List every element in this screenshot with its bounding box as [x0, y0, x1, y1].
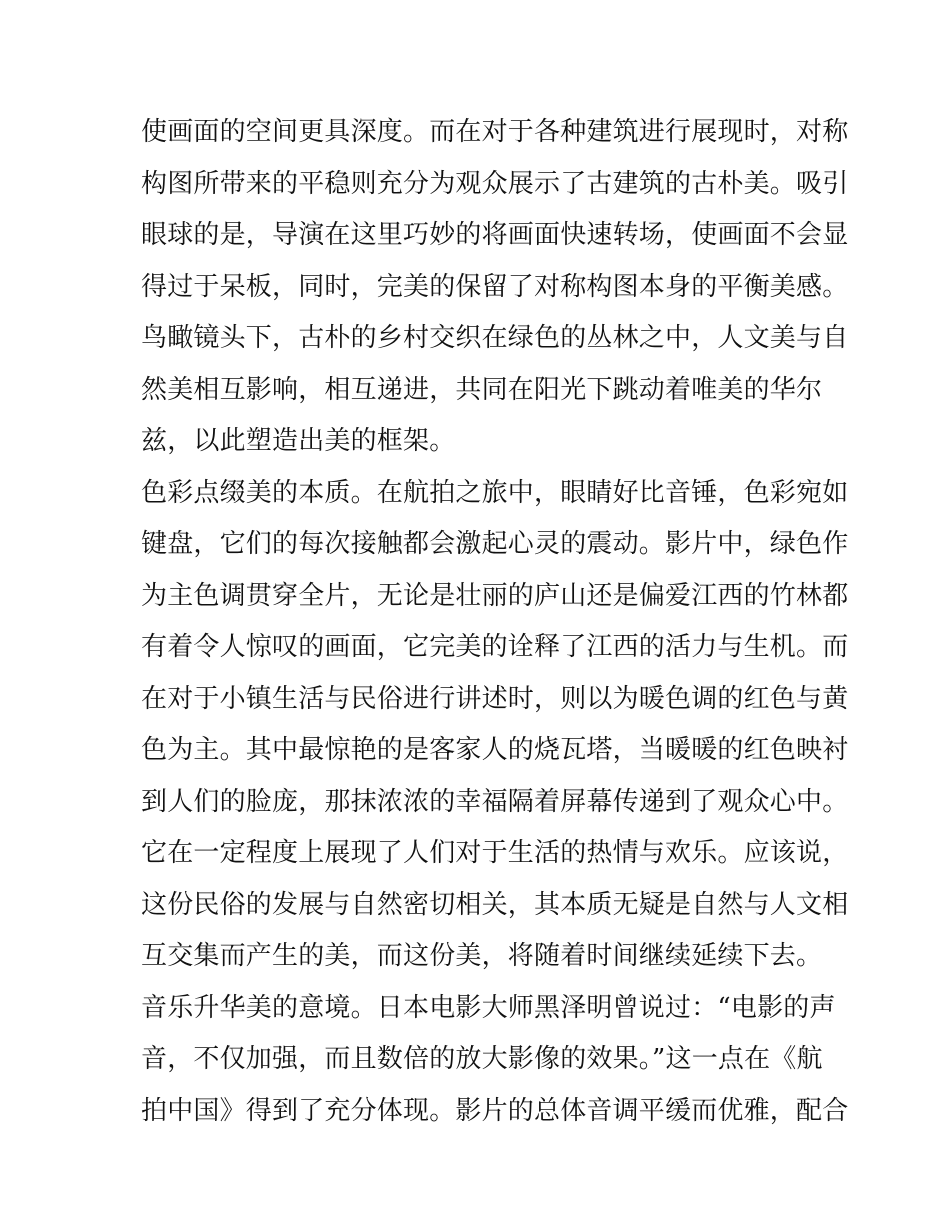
text-line: 音，不仅加强，而且数倍的放大影像的效果。”这一点在《航: [141, 1044, 823, 1074]
text-line: 构图所带来的平稳则充分为观众展示了古建筑的古朴美。吸引: [141, 168, 849, 199]
text-line: 它在一定程度上展现了人们对于生活的热情与欢乐。应该说，: [141, 838, 849, 868]
text-line: 这份民俗的发展与自然密切相关，其本质无疑是自然与人文相: [141, 889, 849, 920]
body-text: [141, 107, 849, 1137]
text-line: 眼球的是，导演在这里巧妙的将画面快速转场，使画面不会显: [141, 220, 849, 250]
text-line: 音乐升华美的意境。日本电影大师黑泽明曾说过：“电影的声: [141, 992, 836, 1023]
text-line: 得过于呆板，同时，完美的保留了对称构图本身的平衡美感。: [141, 271, 849, 302]
text-line: 键盘，它们的每次接触都会激起心灵的震动。影片中，绿色作: [141, 529, 849, 559]
text-line: 兹，以此塑造出美的框架。: [141, 426, 456, 456]
text-line: 在对于小镇生活与民俗进行讲述时，则以为暖色调的红色与黄: [141, 683, 849, 714]
text-line: 到人们的脸庞，那抹浓浓的幸福隔着屏幕传递到了观众心中。: [141, 786, 849, 817]
text-line: 互交集而产生的美，而这份美，将随着时间继续延续下去。: [141, 941, 823, 971]
text-line: 拍中国》得到了充分体现。影片的总体音调平缓而优雅，配合: [141, 1095, 849, 1126]
text-line: 鸟瞰镜头下，古朴的乡村交织在绿色的丛林之中，人文美与自: [141, 323, 849, 353]
text-line: 色彩点缀美的本质。在航拍之旅中，眼睛好比音锤，色彩宛如: [141, 477, 849, 508]
text-line: 有着令人惊叹的画面，它完美的诠释了江西的活力与生机。而: [141, 632, 849, 662]
text-line: 为主色调贯穿全片，无论是壮丽的庐山还是偏爱江西的竹林都: [141, 580, 849, 611]
text-line: 使画面的空间更具深度。而在对于各种建筑进行展现时，对称: [141, 117, 849, 147]
text-line: 色为主。其中最惊艳的是客家人的烧瓦塔，当暖暖的红色映衬: [141, 735, 849, 765]
text-line: 然美相互影响，相互递进，共同在阳光下跳动着唯美的华尔: [141, 374, 823, 405]
